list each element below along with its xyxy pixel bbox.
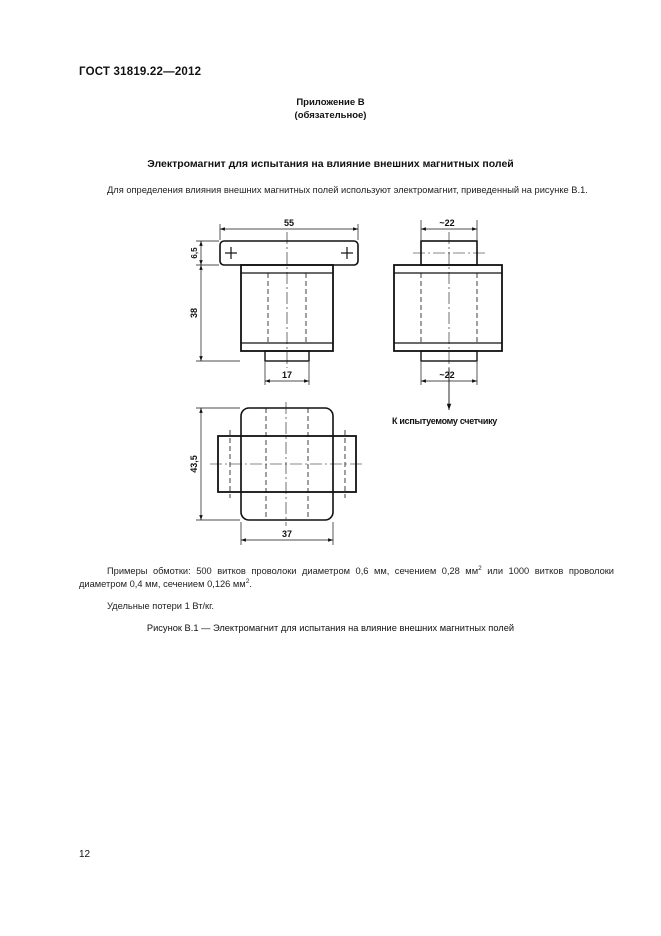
annex-status: (обязательное) <box>294 110 367 121</box>
document-header: ГОСТ 31819.22—2012 <box>79 66 202 78</box>
dim-side-bottom: ~22 <box>439 370 455 380</box>
annex-label: Приложение В <box>296 97 365 108</box>
front-plate <box>220 241 358 265</box>
front-view <box>196 224 358 385</box>
winding-sup-2: 2 <box>245 577 250 585</box>
winding-sup-1: 2 <box>478 564 482 572</box>
page-number: 12 <box>79 849 91 860</box>
plan-view <box>196 402 364 545</box>
dim-plan-width: 37 <box>281 529 293 539</box>
section-title: Электромагнит для испытания на влияние внешних магнитных полей <box>147 158 514 170</box>
dim-front-plate: 6,5 <box>190 247 199 259</box>
specific-loss-text: Удельные потери 1 Вт/кг. <box>107 601 214 611</box>
figure-caption: Рисунок В.1 — Электромагнит для испытания на влияние внешних магнитных полей <box>146 623 515 633</box>
side-view <box>394 220 502 410</box>
dim-front-width: 55 <box>283 218 295 228</box>
winding-text-2: или 1000 витков проволоки диаметром 0,4 мм, сечением 0,126 мм <box>79 566 614 589</box>
meter-label: К испытуемому счетчику <box>392 416 497 426</box>
dim-front-height: 38 <box>189 307 199 319</box>
intro-paragraph: Для определения влияния внешних магнитных полей используют электромагнит, приведенный на рисунке В.1. <box>107 185 588 195</box>
winding-paragraph <box>79 565 614 591</box>
winding-text-1: Примеры обмотки: 500 витков проволоки диаметром 0,6 мм, сечением 0,28 мм <box>107 566 479 576</box>
side-coil <box>394 265 502 351</box>
dim-side-top: ~22 <box>439 218 455 228</box>
dim-plan-height: 43,5 <box>189 455 199 473</box>
dim-front-core: 17 <box>281 370 293 380</box>
winding-text-3: . <box>249 579 252 589</box>
